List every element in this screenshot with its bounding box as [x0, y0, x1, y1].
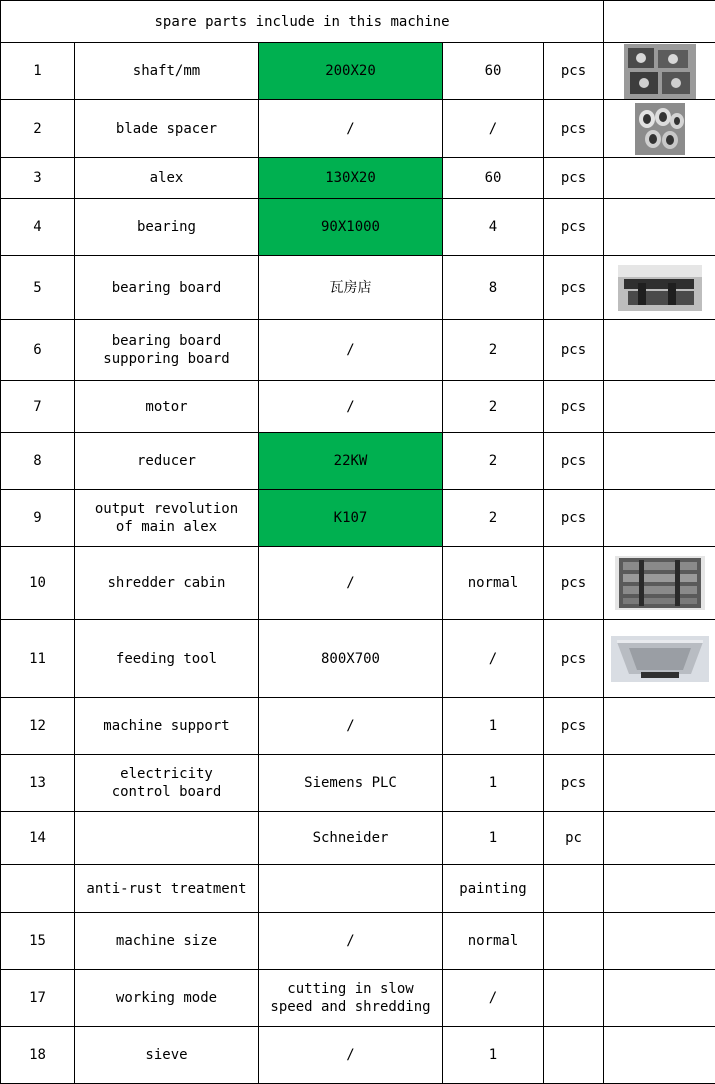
row-number-cell: 18 — [1, 1027, 75, 1084]
unit-cell: pcs — [544, 433, 604, 490]
spec-cell: 130X20 — [259, 158, 443, 199]
part-name-cell: working mode — [75, 970, 259, 1027]
quantity-cell: 4 — [443, 199, 544, 256]
part-name-cell: alex — [75, 158, 259, 199]
shredder-cabin-photo — [615, 556, 705, 610]
table-row — [1, 970, 715, 1027]
unit-cell: pcs — [544, 43, 604, 100]
part-name-cell: blade spacer — [75, 100, 259, 158]
spec-cell: / — [259, 100, 443, 158]
row-number-cell: 17 — [1, 970, 75, 1027]
part-name-cell: bearing — [75, 199, 259, 256]
unit-cell: pcs — [544, 199, 604, 256]
spec-cell: / — [259, 1027, 443, 1084]
photo-cell — [604, 256, 715, 320]
photo-cell — [604, 320, 715, 381]
quantity-cell: 2 — [443, 433, 544, 490]
part-name-cell: output revolution of main alex — [75, 490, 259, 547]
photo-cell — [604, 490, 715, 547]
part-name-cell: machine size — [75, 913, 259, 970]
title-row — [1, 1, 715, 43]
part-name-cell: shredder cabin — [75, 547, 259, 620]
photo-cell — [604, 547, 715, 620]
spec-cell: 90X1000 — [259, 199, 443, 256]
photo-cell — [604, 620, 715, 698]
row-number-cell: 14 — [1, 812, 75, 865]
part-name-cell: anti-rust treatment — [75, 865, 259, 913]
part-name-cell: shaft/mm — [75, 43, 259, 100]
table-row — [1, 43, 715, 100]
quantity-cell: 1 — [443, 812, 544, 865]
quantity-cell: 8 — [443, 256, 544, 320]
part-name-cell: sieve — [75, 1027, 259, 1084]
spec-cell: / — [259, 547, 443, 620]
photo-cell — [604, 43, 715, 100]
row-number-cell: 8 — [1, 433, 75, 490]
photo-cell — [604, 158, 715, 199]
spec-cell: cutting in slow speed and shredding — [259, 970, 443, 1027]
spec-cell — [259, 865, 443, 913]
row-number-cell: 11 — [1, 620, 75, 698]
unit-cell: pcs — [544, 381, 604, 433]
spec-cell: / — [259, 320, 443, 381]
row-number-cell: 12 — [1, 698, 75, 755]
photo-cell — [604, 970, 715, 1027]
photo-cell — [604, 100, 715, 158]
photo-cell — [604, 1027, 715, 1084]
photo-cell — [604, 433, 715, 490]
table-row — [1, 1027, 715, 1084]
bearing-board-photo — [618, 265, 702, 311]
spec-cell: / — [259, 381, 443, 433]
table-row — [1, 913, 715, 970]
unit-cell: pcs — [544, 547, 604, 620]
spec-cell: 200X20 — [259, 43, 443, 100]
row-number-cell: 13 — [1, 755, 75, 812]
quantity-cell: 60 — [443, 158, 544, 199]
spec-cell: 瓦房店 — [259, 256, 443, 320]
photo-cell — [604, 698, 715, 755]
table-row — [1, 547, 715, 620]
row-number-cell: 6 — [1, 320, 75, 381]
spec-cell: K107 — [259, 490, 443, 547]
row-number-cell: 3 — [1, 158, 75, 199]
unit-cell: pcs — [544, 256, 604, 320]
photo-cell — [604, 199, 715, 256]
unit-cell: pcs — [544, 698, 604, 755]
feeding-hopper-photo — [611, 636, 709, 682]
quantity-cell: 60 — [443, 43, 544, 100]
row-number-cell: 1 — [1, 43, 75, 100]
unit-cell: pc — [544, 812, 604, 865]
table-row — [1, 100, 715, 158]
unit-cell — [544, 865, 604, 913]
part-name-cell: motor — [75, 381, 259, 433]
spec-cell: 22KW — [259, 433, 443, 490]
quantity-cell: 1 — [443, 755, 544, 812]
quantity-cell: / — [443, 970, 544, 1027]
photo-cell — [604, 865, 715, 913]
title-photo-cell — [604, 1, 715, 43]
table-row — [1, 256, 715, 320]
table-row — [1, 199, 715, 256]
quantity-cell: 1 — [443, 1027, 544, 1084]
row-number-cell: 7 — [1, 381, 75, 433]
row-number-cell: 10 — [1, 547, 75, 620]
quantity-cell: 1 — [443, 698, 544, 755]
photo-cell — [604, 913, 715, 970]
unit-cell: pcs — [544, 158, 604, 199]
quantity-cell: 2 — [443, 490, 544, 547]
row-number-cell: 5 — [1, 256, 75, 320]
row-number-cell: 2 — [1, 100, 75, 158]
spec-cell: Siemens PLC — [259, 755, 443, 812]
unit-cell — [544, 970, 604, 1027]
unit-cell: pcs — [544, 755, 604, 812]
photo-cell — [604, 812, 715, 865]
quantity-cell: / — [443, 620, 544, 698]
row-number-cell: 4 — [1, 199, 75, 256]
part-name-cell: bearing board — [75, 256, 259, 320]
spec-cell: / — [259, 913, 443, 970]
quantity-cell: normal — [443, 547, 544, 620]
quantity-cell: normal — [443, 913, 544, 970]
table-row — [1, 812, 715, 865]
quantity-cell: painting — [443, 865, 544, 913]
quantity-cell: 2 — [443, 320, 544, 381]
table-row — [1, 158, 715, 199]
table-row — [1, 755, 715, 812]
table-row — [1, 698, 715, 755]
unit-cell: pcs — [544, 100, 604, 158]
spec-cell: / — [259, 698, 443, 755]
unit-cell: pcs — [544, 320, 604, 381]
table-row — [1, 381, 715, 433]
row-number-cell: 9 — [1, 490, 75, 547]
spec-cell: 800X700 — [259, 620, 443, 698]
part-name-cell: electricity control board — [75, 755, 259, 812]
table-row — [1, 433, 715, 490]
part-name-cell: machine support — [75, 698, 259, 755]
quantity-cell: / — [443, 100, 544, 158]
part-name-cell: bearing board supporing board — [75, 320, 259, 381]
row-number-cell — [1, 865, 75, 913]
blade-stack-photo — [624, 44, 696, 99]
part-name-cell: reducer — [75, 433, 259, 490]
row-number-cell: 15 — [1, 913, 75, 970]
part-name-cell: feeding tool — [75, 620, 259, 698]
photo-cell — [604, 755, 715, 812]
spacer-rings-photo — [635, 103, 685, 155]
unit-cell — [544, 913, 604, 970]
unit-cell: pcs — [544, 490, 604, 547]
table-title: spare parts include in this machine — [1, 1, 604, 43]
table-row — [1, 620, 715, 698]
spec-cell: Schneider — [259, 812, 443, 865]
quantity-cell: 2 — [443, 381, 544, 433]
part-name-cell — [75, 812, 259, 865]
unit-cell: pcs — [544, 620, 604, 698]
table-row — [1, 320, 715, 381]
table-row — [1, 490, 715, 547]
unit-cell — [544, 1027, 604, 1084]
photo-cell — [604, 381, 715, 433]
table-row — [1, 865, 715, 913]
